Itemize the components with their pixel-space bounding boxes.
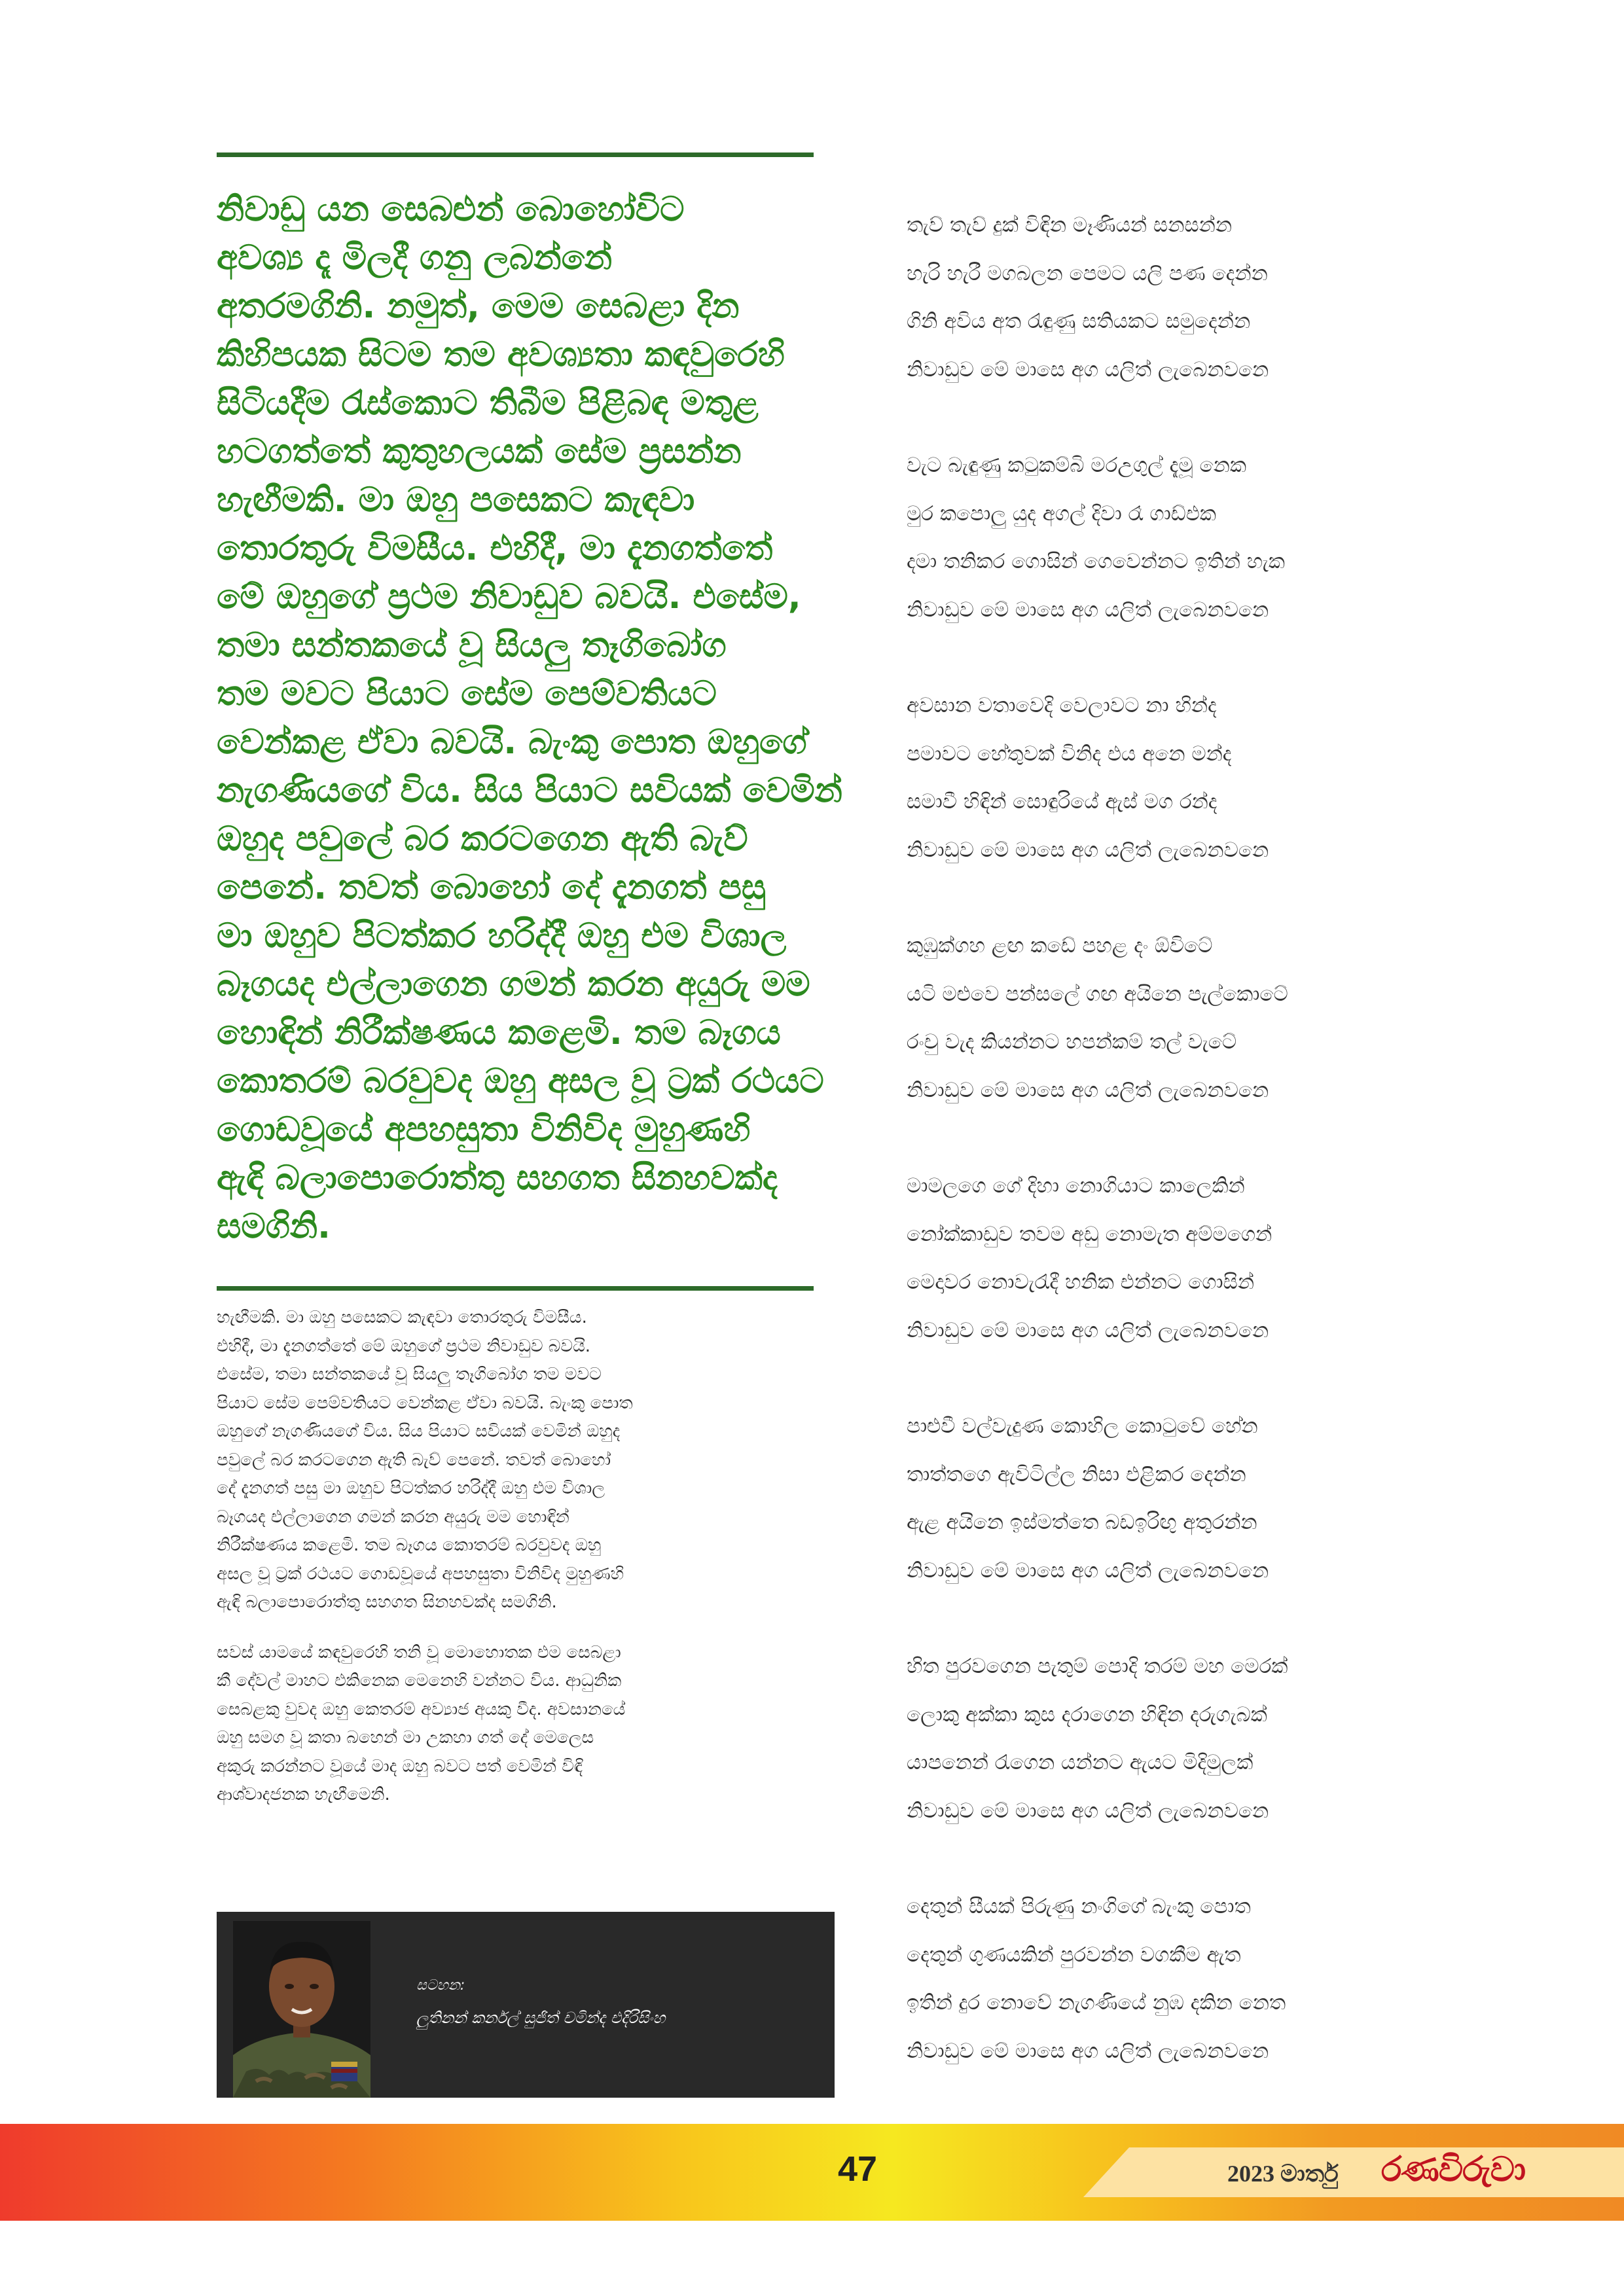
poem-line: ගිනි අවිය අත රැඳුණු සතියකට සමුදෙන්න xyxy=(907,310,1251,333)
body-line: ඇඳි බලාපොරොත්තු සහගත සිනහවක්ද සමගිනි. xyxy=(217,1592,557,1612)
pull-quote-line: බෑගයද එල්ලාගෙන ගමන් කරන අයුරු මම xyxy=(217,965,810,1004)
pull-quote-line: මේ ඔහුගේ ප්‍රථම නිවාඩුව බවයි. එසේම, xyxy=(217,577,801,617)
poem-line: පාළුවී වල්වැදුණ කොහිල කොටුවේ හේන xyxy=(907,1414,1258,1438)
poem-line: නෝක්කාඩුව තවම අඩු නොමැත අම්මගෙන් xyxy=(907,1222,1272,1246)
body-line: අකුරු කරන්නට වූයේ මාද ඔහු බවට පත් වෙමින් විඳි xyxy=(217,1756,583,1776)
pull-quote-line: අතරමගිනි. නමුත්, මෙම සෙබළා දින xyxy=(217,287,740,326)
pull-quote-line: සිටියදීම රැස්කොට තිබීම පිළිබඳ මතුළ xyxy=(217,384,759,423)
body-line: කී දේවල් මාහට එකිනෙක මෙනෙහි වන්නට විය. ආධුනික xyxy=(217,1671,622,1691)
poem-line: මෙදාවර නොවැරැදී හනික එන්නට ගොසින් xyxy=(907,1270,1255,1294)
poem-stanza xyxy=(907,202,1561,394)
pull-quote-line: කිහිපයක සිටම තම අවශ්‍යතා කඳවුරෙහි xyxy=(217,335,785,374)
magazine-logo: රණවිරුවා xyxy=(1381,2150,1526,2189)
body-line: අසල වූ ට්‍රක් රථයට ගොඩවූයේ අපහසුතා විනිවිද මුහුණහි xyxy=(217,1564,624,1584)
poem-line: කුඹුක්ගහ ළඟ කඩේ පහළ දං ඕවිටේ xyxy=(907,934,1213,958)
poem-line: රංචු වැද කියන්නට හපන්කම් තල් වැටේ xyxy=(907,1030,1237,1054)
poem-line: නිවාඩුව මේ මාසෙ අග යලිත් ලැබෙනවනෙ xyxy=(907,598,1269,622)
pull-quote-top-rule xyxy=(217,152,814,157)
poem-line: මාමලගෙ ගේ දිහා නොගියාට කාලෙකින් xyxy=(907,1174,1245,1198)
page-footer xyxy=(0,2124,1624,2221)
body-line: හැඟීමකි. මා ඔහු පසෙකට කැඳවා තොරතුරු විමසීය. xyxy=(217,1308,587,1327)
poem xyxy=(907,202,1561,2123)
pull-quote-line: කොතරම් බරවුවද ඔහු අසල වූ ට්‍රක් රථයට xyxy=(217,1062,824,1101)
poem-line: අවසාන වතාවෙදි වෙලාවට නා හින්ද xyxy=(907,694,1217,717)
body-line: ආශ්වාදජනක හැඟීමෙනි. xyxy=(217,1785,390,1804)
poem-line: හිත පුරවගෙන පැතුම් පොදි තරම් මහ මෙරක් xyxy=(907,1655,1288,1678)
pull-quote-line: නිවාඩු යන සෙබළුන් බොහෝවිට xyxy=(217,190,685,229)
pull-quote-line: ඇඳි බලාපොරොත්තු සහගත සිනහවක්ද xyxy=(217,1158,778,1198)
poem-line: නිවාඩුව මේ මාසෙ අග යලිත් ලැබෙනවනෙ xyxy=(907,1799,1269,1823)
pull-quote-line: තමා සන්තකයේ වූ සියලු තෑගිබෝග xyxy=(217,626,727,665)
pull-quote-line: හොඳින් නිරීක්ෂණය කළෙමි. තම බෑගය xyxy=(217,1013,781,1052)
author-name: ලුතිනන් කර්නල් සුජිත් චමින්ද එදිරිසිංහ xyxy=(416,2009,666,2027)
poem-stanza xyxy=(907,682,1561,874)
body-paragraph xyxy=(217,1304,825,1617)
pull-quote xyxy=(217,185,843,1251)
poem-stanza xyxy=(907,922,1561,1115)
page-number: 47 xyxy=(837,2149,878,2189)
poem-line: ඉතින් දුර නොවේ නැගණියේ නුඹ දකින නෙත xyxy=(907,1991,1286,2015)
pull-quote-line: ගොඩවූයේ අපහසුතා විනිවිද මුහුණහි xyxy=(217,1110,751,1149)
body-line: ඔහු සමග වූ කතා බහෙන් මා උකහා ගත් දේ මෙලෙස xyxy=(217,1728,594,1748)
poem-stanza xyxy=(907,1162,1561,1355)
poem-line: නිවාඩුව මේ මාසෙ අග යලිත් ලැබෙනවනෙ xyxy=(907,1078,1269,1102)
footer-masthead-tab xyxy=(1083,2147,1624,2197)
body-line: එහිදී, මා දැනගත්තේ මේ ඔහුගේ ප්‍රථම නිවාඩුව බවයි. xyxy=(217,1336,591,1356)
poem-line: සමාවී හිඳින් සොඳුරියේ ඇස් මග රන්ද xyxy=(907,790,1218,814)
poem-line: ඇළ අයිනෙ ඉස්මත්තෙ බඩඉරිඟු අතුරන්න xyxy=(907,1511,1257,1534)
poem-line: නිවාඩුව මේ මාසෙ අග යලිත් ලැබෙනවනෙ xyxy=(907,1318,1269,1342)
poem-line: යටි මළුවෙ පන්සලේ ගඟ අයිනෙ පැල්කොටේ xyxy=(907,982,1288,1006)
article-body xyxy=(217,1304,825,1831)
author-credit-box xyxy=(217,1912,835,2098)
pull-quote-line: අවශ්‍ය දෑ මිලදී ගනු ලබන්නේ xyxy=(217,238,613,278)
poem-line: දෙතුන් ගුණයකින් පුරවන්න වගකීම ඇත xyxy=(907,1943,1241,1967)
issue-date: 2023 මාර්තු xyxy=(1227,2161,1339,2187)
body-line: සවස් යාමයේ කඳවුරෙහි තනි වූ මොහොතක එම සෙබළා xyxy=(217,1642,621,1662)
body-line: බෑගයද එල්ලාගෙන ගමන් කරන අයුරු මම හොඳින් xyxy=(217,1507,569,1527)
poem-line: වැට බැඳුණු කටුකම්බි මරඋගුල් දැමූ නෙක xyxy=(907,454,1247,477)
pull-quote-line: ඔහුද පවුලේ බර කරටගෙන ඇති බැව් xyxy=(217,819,748,859)
pull-quote-line: තම මවට පියාට සේම පෙම්වතියට xyxy=(217,674,717,713)
body-line: එසේම, තමා සන්තකයේ වූ සියලු තෑගිබෝග තම මවට xyxy=(217,1365,602,1384)
poem-line: දෙතුන් සීයක් පිරුණු නංගිගේ බැංකු පොත xyxy=(907,1895,1251,1918)
pull-quote-line: පෙනේ. තවත් බොහෝ දේ දැනගත් පසු xyxy=(217,868,767,907)
author-role-label: සටහන: xyxy=(416,1977,465,1994)
poem-line: දමා තනිකර ගොසින් ගෙවෙන්නට ඉතින් හැක xyxy=(907,550,1285,573)
body-line: දේ දැනගත් පසු මා ඔහුව පිටත්කර හරිද්දී ඔහු එම විශාල xyxy=(217,1479,605,1498)
pull-quote-line: නැගණියගේ විය. සිය පියාට සවියක් වෙමින් xyxy=(217,771,843,810)
poem-line: තැව් තැව් දුක් විඳින මෑණියන් සනසන්න xyxy=(907,213,1233,237)
body-line: නිරීක්ෂණය කළෙමි. තම බෑගය කොතරම් බරවුවද ඔහු xyxy=(217,1535,602,1555)
pull-quote-line: හටගත්තේ කුතුහලයක් සේම ප්‍රසන්න xyxy=(217,432,742,471)
poem-line: මුර කපොලු යුද අගල් දිවා රෑ ගාඩ්එක xyxy=(907,501,1216,526)
poem-line: නිවාඩුව මේ මාසෙ අග යලිත් ලැබෙනවනෙ xyxy=(907,357,1269,382)
poem-line: ලොකු අක්කා කුස දරාගෙන හිඳින දරුගැබක් xyxy=(907,1702,1267,1727)
body-line: සෙබළකු වුවද ඔහු කෙතරම් අව්‍යාජ අයකු වීද. අවසානයේ xyxy=(217,1699,626,1719)
body-line: ඔහුගේ නැගණියගේ විය. සිය පියාට සවියක් වෙමින් ඔහුද xyxy=(217,1422,621,1441)
body-line: පවුලේ බර කරටගෙන ඇති බැව් පෙනේ. තවත් බොහෝ xyxy=(217,1450,611,1470)
pull-quote-line: තොරතුරු විමසීය. එහිදී, මා දැනගත්තේ xyxy=(217,529,773,568)
poem-line: නිවාඩුව මේ මාසෙ අග යලිත් ලැබෙනවනෙ xyxy=(907,838,1269,862)
poem-stanza xyxy=(907,1883,1561,2075)
poem-line: යාපනෙන් රැගෙන යන්නට ඇයට මිදිමුලක් xyxy=(907,1751,1254,1774)
poem-stanza xyxy=(907,1643,1561,1835)
pull-quote-line: හැඟීමකි. මා ඔහු පසෙකට කැඳවා xyxy=(217,480,695,520)
author-portrait-icon xyxy=(233,1921,370,2098)
poem-line: හැරි හැරී මගබලන පෙමට යලි පණ දෙන්න xyxy=(907,261,1268,285)
poem-line: තාත්තගෙ ඇවිටිල්ල නිසා එළිකර දෙන්න xyxy=(907,1462,1246,1486)
poem-line: නිවාඩුව මේ මාසෙ අග යලිත් ලැබෙනවනෙ xyxy=(907,1558,1269,1583)
body-paragraph xyxy=(217,1639,825,1810)
poem-line: නිවාඩුව මේ මාසෙ අග යලිත් ලැබෙනවනෙ xyxy=(907,2039,1269,2063)
pull-quote-line: මා ඔහුව පිටත්කර හරිද්දී ඔහු එම විශාල xyxy=(217,916,787,956)
pull-quote-bottom-rule xyxy=(217,1286,814,1291)
pull-quote-line: සමගිනි. xyxy=(217,1207,331,1246)
body-line: පියාට සේම පෙම්වතියට වෙන්කළ ඒවා බවයි. බැංකු පොත xyxy=(217,1393,633,1413)
poem-line: පමාවට හේතුවක් විනිද එය අනෙ මන්ද xyxy=(907,742,1232,766)
poem-stanza xyxy=(907,442,1561,634)
author-portrait xyxy=(233,1921,370,2098)
pull-quote-line: වෙන්කළ ඒවා බවයි. බැංකු පොත ඔහුගේ xyxy=(217,723,807,762)
poem-stanza xyxy=(907,1403,1561,1595)
